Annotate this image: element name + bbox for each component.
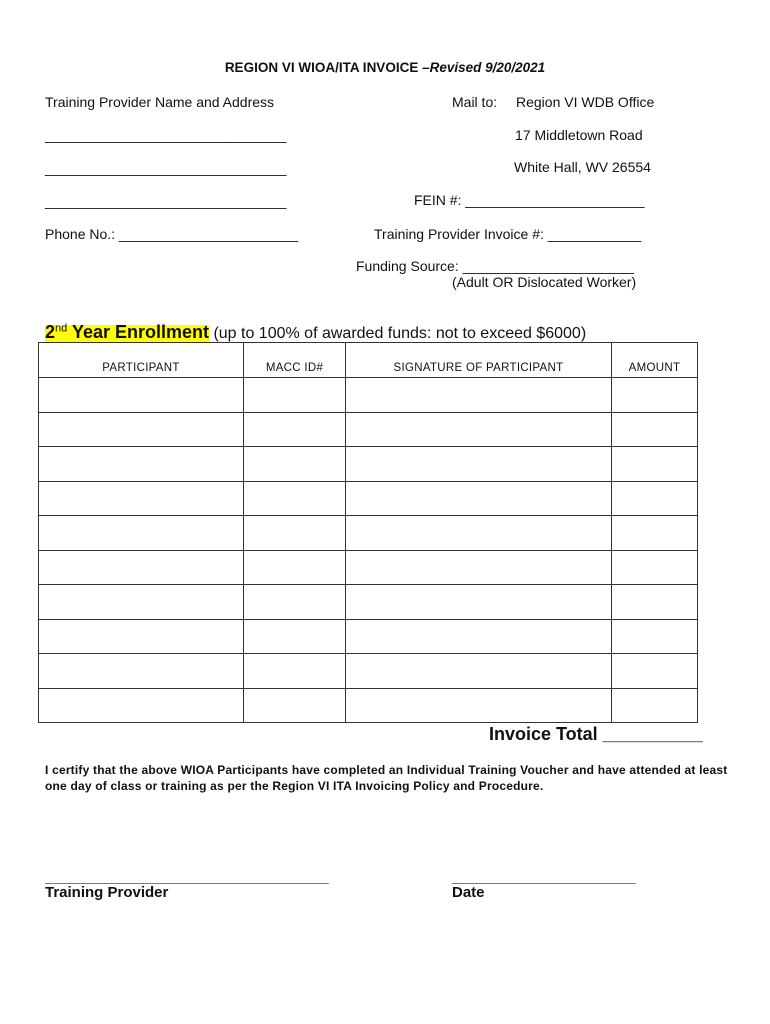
signature-cell[interactable] — [346, 481, 612, 516]
signature-cell[interactable] — [346, 378, 612, 413]
signature-cell[interactable] — [346, 619, 612, 654]
table-row — [39, 481, 698, 516]
provider-line-2[interactable]: _______________________________ — [45, 160, 287, 176]
macc-id-cell[interactable] — [244, 481, 346, 516]
signature-cell[interactable] — [346, 688, 612, 723]
enrollment-note: (up to 100% of awarded funds: not to exceed $6000) — [209, 325, 587, 342]
amount-cell[interactable] — [612, 688, 698, 723]
amount-cell[interactable] — [612, 412, 698, 447]
amount-cell[interactable] — [612, 447, 698, 482]
macc-id-cell[interactable] — [244, 585, 346, 620]
participant-table — [38, 342, 698, 723]
enrollment-ordinal: 2 — [45, 322, 56, 342]
enrollment-ordinal-suffix: nd — [55, 322, 68, 335]
macc-id-cell[interactable] — [244, 550, 346, 585]
signature-cell[interactable] — [346, 654, 612, 689]
amount-cell[interactable] — [612, 516, 698, 551]
macc-id-cell[interactable] — [244, 619, 346, 654]
certification-statement: I certify that the above WIOA Participants have completed an Individual Training Voucher and have attended at least one day of class or training as per the Region VI ITA Invoicing Policy and Procedure. — [45, 763, 728, 793]
signature-cell[interactable] — [346, 585, 612, 620]
participant-cell[interactable] — [39, 585, 244, 620]
col-amount: AMOUNT — [612, 343, 698, 378]
mail-to-line-2: 17 Middletown Road — [515, 127, 643, 143]
provider-line-3[interactable]: _______________________________ — [45, 193, 287, 209]
signature-cell[interactable] — [346, 516, 612, 551]
participant-cell[interactable] — [39, 688, 244, 723]
macc-id-cell[interactable] — [244, 378, 346, 413]
amount-cell[interactable] — [612, 619, 698, 654]
table-row — [39, 447, 698, 482]
macc-id-cell[interactable] — [244, 654, 346, 689]
table-row — [39, 688, 698, 723]
macc-id-cell[interactable] — [244, 688, 346, 723]
provider-signature-line[interactable]: __________________________________ — [45, 869, 329, 886]
participant-cell[interactable] — [39, 654, 244, 689]
phone-field[interactable]: Phone No.: _______________________ — [45, 226, 299, 242]
funding-source-field[interactable]: Funding Source: ______________________ — [356, 258, 634, 274]
provider-signature-label: Training Provider — [45, 884, 169, 901]
table-row — [39, 412, 698, 447]
signature-cell[interactable] — [346, 412, 612, 447]
participant-cell[interactable] — [39, 550, 244, 585]
funding-source-note: (Adult OR Dislocated Worker) — [452, 274, 637, 290]
signature-cell[interactable] — [346, 550, 612, 585]
mail-to-line-1: Region VI WDB Office — [516, 94, 655, 110]
title-revised: Revised 9/20/2021 — [429, 60, 546, 75]
col-participant: PARTICIPANT — [39, 343, 244, 378]
table-row — [39, 619, 698, 654]
amount-cell[interactable] — [612, 654, 698, 689]
invoice-total[interactable]: Invoice Total __________ — [489, 724, 703, 744]
table-row — [39, 585, 698, 620]
amount-cell[interactable] — [612, 378, 698, 413]
provider-label: Training Provider Name and Address — [45, 94, 275, 110]
macc-id-cell[interactable] — [244, 412, 346, 447]
col-signature: SIGNATURE OF PARTICIPANT — [346, 343, 612, 378]
title-main: REGION VI WIOA/ITA INVOICE – — [224, 60, 430, 75]
date-signature-label: Date — [452, 884, 485, 901]
mail-to-line-3: White Hall, WV 26554 — [514, 159, 651, 175]
participant-cell[interactable] — [39, 516, 244, 551]
table-row — [39, 654, 698, 689]
participant-cell[interactable] — [39, 378, 244, 413]
col-macc-id: MACC ID# — [244, 343, 346, 378]
enrollment-title: Year Enrollment — [67, 322, 209, 342]
participant-cell[interactable] — [39, 412, 244, 447]
amount-cell[interactable] — [612, 481, 698, 516]
table-header-row — [39, 343, 698, 378]
enrollment-heading — [45, 322, 586, 343]
provider-line-1[interactable]: _______________________________ — [45, 127, 287, 143]
macc-id-cell[interactable] — [244, 516, 346, 551]
participant-cell[interactable] — [39, 447, 244, 482]
amount-cell[interactable] — [612, 585, 698, 620]
table-row — [39, 516, 698, 551]
invoice-number-field[interactable]: Training Provider Invoice #: ____________ — [374, 226, 642, 242]
participant-cell[interactable] — [39, 619, 244, 654]
amount-cell[interactable] — [612, 550, 698, 585]
table-row — [39, 550, 698, 585]
invoice-title — [0, 60, 770, 75]
fein-field[interactable]: FEIN #: _______________________ — [414, 192, 645, 208]
date-signature-line[interactable]: ______________________ — [452, 869, 636, 886]
mail-to-label: Mail to: — [452, 94, 498, 110]
table-row — [39, 378, 698, 413]
signature-cell[interactable] — [346, 447, 612, 482]
participant-cell[interactable] — [39, 481, 244, 516]
macc-id-cell[interactable] — [244, 447, 346, 482]
